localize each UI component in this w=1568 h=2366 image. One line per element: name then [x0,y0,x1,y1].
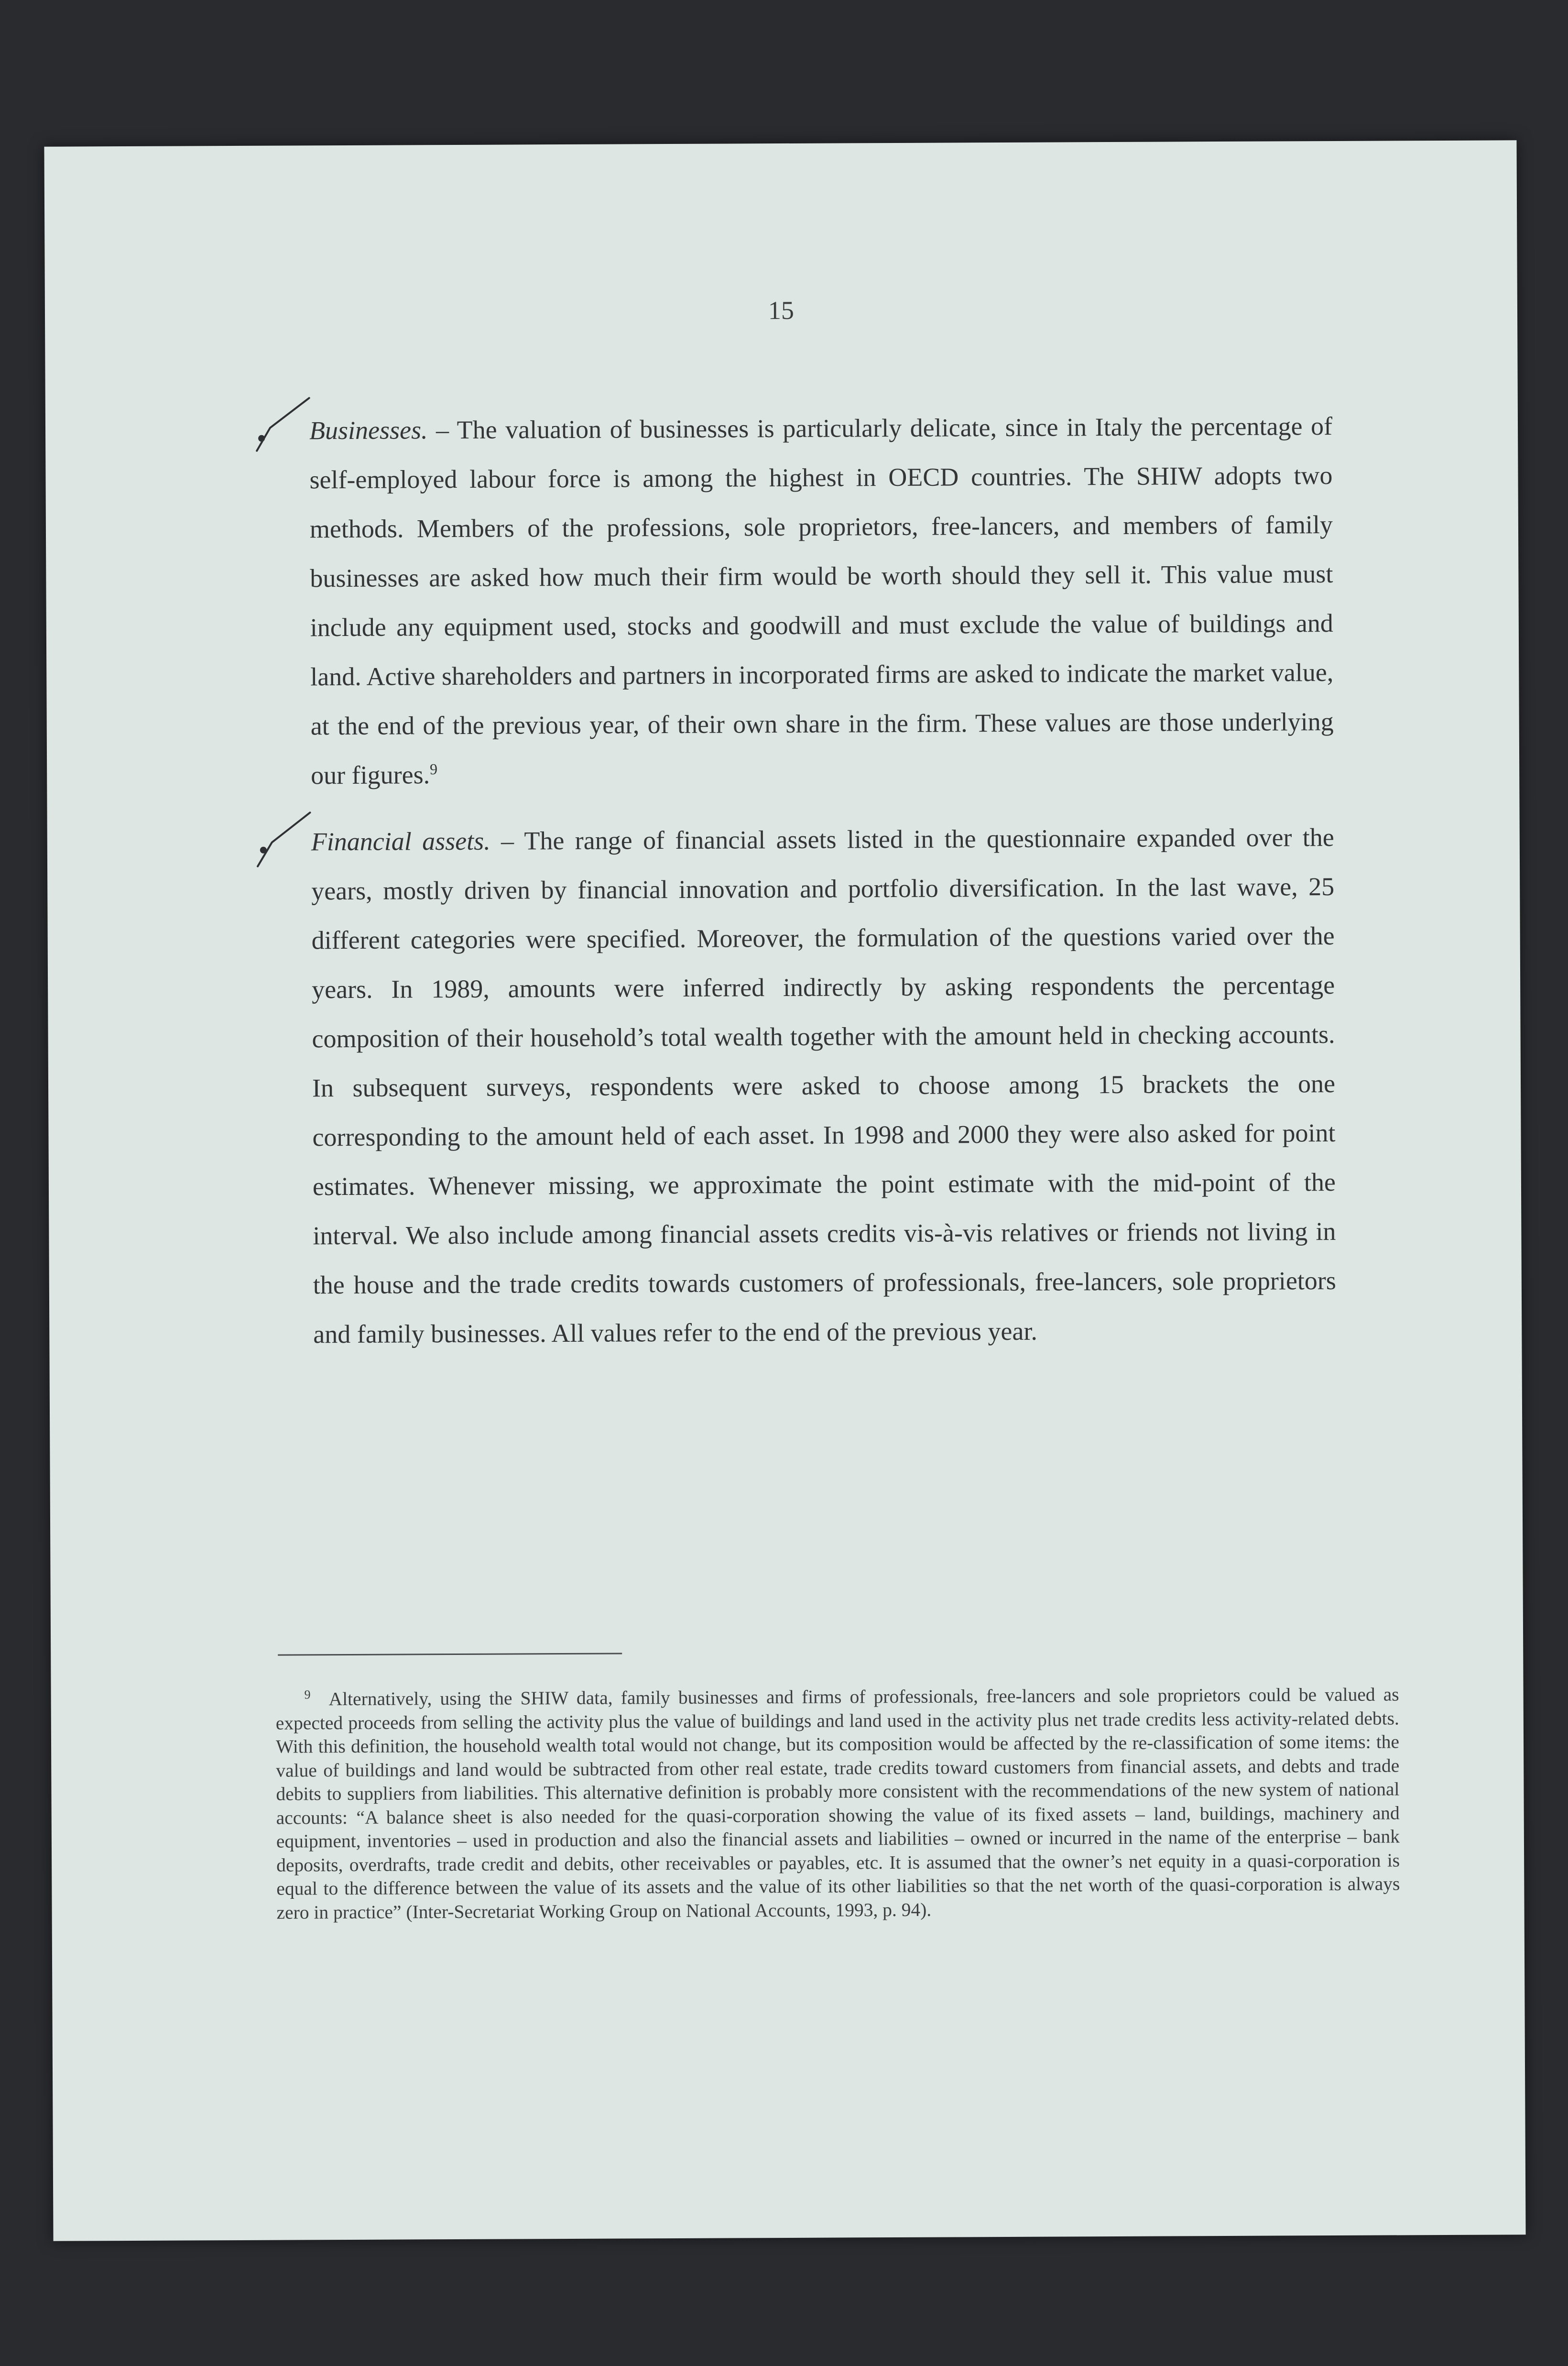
check-mark-icon [251,394,314,457]
footnote-number: 9 [304,1687,311,1702]
paragraph-text: – The valuation of businesses is particularly delicate, since in Italy the percentage of self-employed labour force is among the highest in OECD countries. The SHIW adopts two methods. Members of the professions, sole proprietors, free-lancers, and members of family businesses are asked how much their firm would be worth should they sell it. This value must include any equipment used, stocks and goodwill and must exclude the value of buildings and land. Active shareholders and partners in incorporated firms are asked to indicate the market value, at the end of the previous year, of their own share in the firm. These values are those underlying our figures. [309,411,1334,790]
footnote-ref[interactable]: 9 [430,760,438,778]
check-mark-icon [252,808,315,870]
footnote-text: Alternatively, using the SHIW data, family businesses and firms of professionals, free-lancers and sole proprietors could be valued as expected proceeds from selling the activity plus the value of buildings and land used in the activity plus net trade credits less activity-related debts. With this definition, the household wealth total would not change, but its composition would be affected by the re-classification of some items: the value of buildings and land would be subtracted from other real estate, trade credits toward customers from financial assets, and debts and trade debits to suppliers from liabilities. This alternative definition is probably more consistent with the recommendations of the new system of national accounts: “A balance sheet is also needed for the quasi-corporation showing the value of its fixed assets – land, buildings, machinery and equipment, inventories – used in production and also the financial assets and liabilities – owned or incurred in the name of the enterprise – bank deposits, overdrafts, trade credit and debits, other receivables or payables, etc. It is assumed that the owner’s net equity in a quasi-corporation is equal to the difference between the value of its assets and the value of its other liabilities so that the net worth of the quasi-corporation is always zero in practice” (Inter-Secretariat Working Group on National Accounts, 1993, p. 94). [275,1684,1400,1923]
paragraph-businesses [309,402,1334,800]
page-number: 15 [768,296,795,325]
paragraph-financial-assets [311,813,1337,1359]
footnote-divider [278,1653,622,1655]
paragraph-lead: Businesses. [309,416,428,445]
paragraph-text: – The range of financial assets listed in the questionnaire expanded over the years, mostly driven by financial innovation and portfolio diversification. In the last wave, 25 different categories were specified. Moreover, the formulation of the questions varied over the years. In 1989, amounts were inferred indirectly by asking respondents the percentage composition of their household’s total wealth together with the amount held in checking accounts. In subsequent surveys, respondents were asked to choose among 15 brackets the one corresponding to the amount held of each asset. In 1998 and 2000 they were also asked for point estimates. Whenever missing, we approximate the point estimate with the mid-point of the interval. We also include among financial assets credits vis-à-vis relatives or friends not living in the house and the trade credits towards customers of professionals, free-lancers, sole proprietors and family businesses. All values refer to the end of the previous year. [311,822,1336,1349]
footnote [276,1683,1400,1924]
paragraph-lead: Financial assets. [311,826,490,856]
document-page [44,140,1525,2241]
